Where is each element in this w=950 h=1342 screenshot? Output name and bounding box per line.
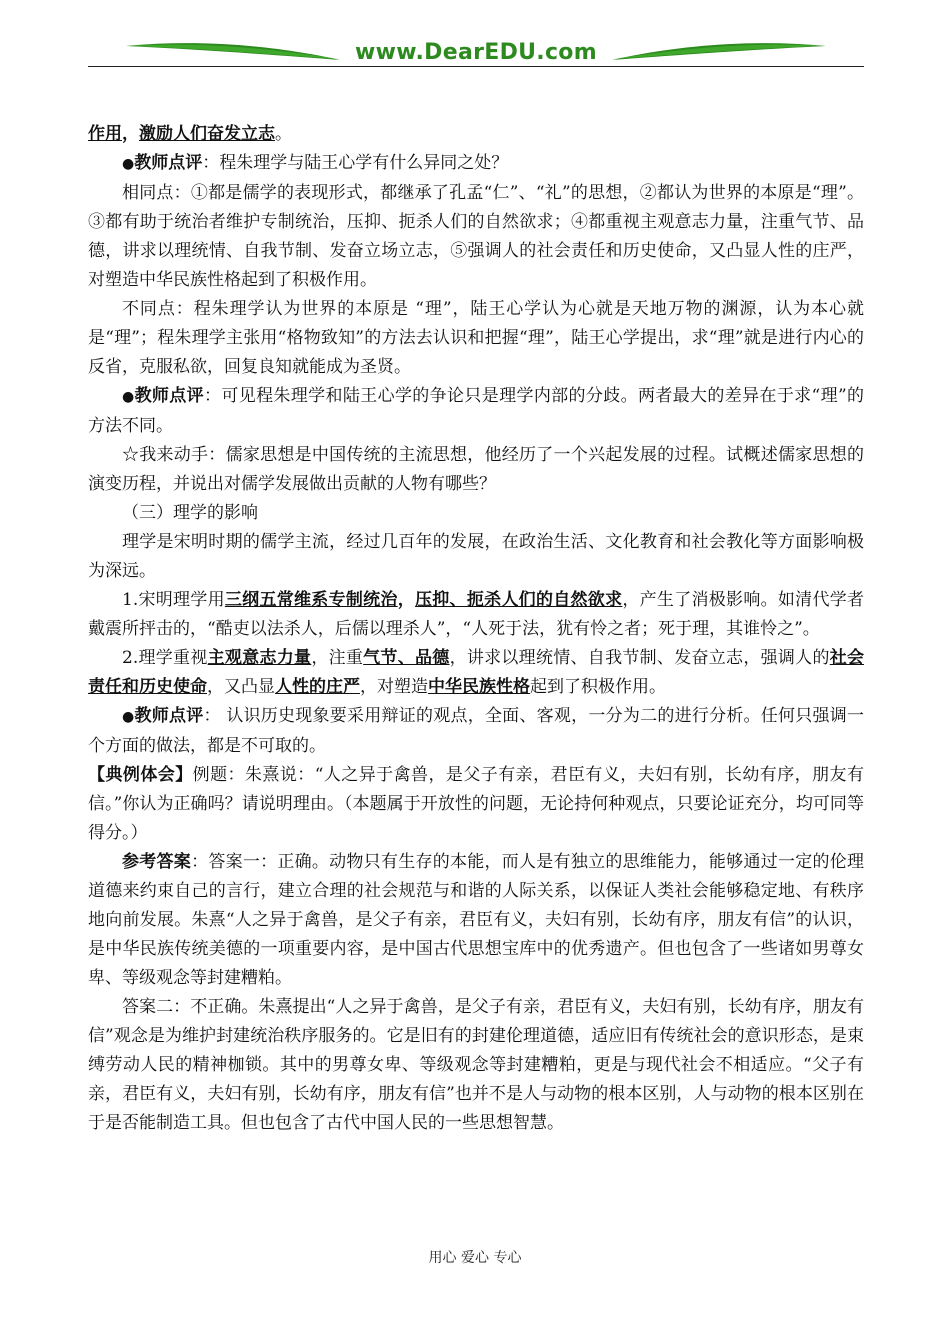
influence-point-1 xyxy=(88,586,864,644)
comment-text: ： 认识历史现象要采用辩证的观点，全面、客观，一分为二的进行分析。任何只强调一个方面的做法，都是不可取的。 xyxy=(88,706,865,756)
text-run: ，注重 xyxy=(311,648,364,668)
comment-text: ：程朱理学与陆王心学有什么异同之处？ xyxy=(202,153,509,173)
paragraph-end: 。 xyxy=(275,124,292,144)
influence-point-2 xyxy=(88,644,864,702)
underlined-term: 中华民族性格 xyxy=(428,677,530,697)
example-tag: 【典例体会】 xyxy=(88,765,193,785)
underlined-term: 三纲五常维系专制统治 xyxy=(224,590,398,610)
text-run: ，又凸显 xyxy=(207,677,275,697)
underlined-term: 主观意志力量 xyxy=(207,648,312,668)
section-heading: （三）理学的影响 xyxy=(122,503,258,523)
influence-intro: 理学是宋明时期的儒学主流，经过几百年的发展，在政治生活、文化教育和社会教化等方面影响极为深远。 xyxy=(88,532,864,581)
site-brand: www.DearEDU.com xyxy=(355,40,597,65)
header-divider xyxy=(88,66,864,67)
text-run: 1.宋明理学用 xyxy=(122,590,225,610)
separator: ， xyxy=(122,124,139,144)
text-run: 2.理学重视 xyxy=(122,648,208,668)
differences-paragraph: 不同点：程朱理学认为世界的本原是 “理”，陆王心学认为心就是天地万物的渊源，认为本心就是“理”；程朱理学主张用“格物致知”的方法去认识和把握“理”，陆王心学提出，求“理”就是进行内心的反省，克服私欲，回复良知就能成为圣贤。 xyxy=(88,299,864,377)
underlined-term: 人性的庄严 xyxy=(275,677,360,697)
underlined-term: 作用 xyxy=(88,124,122,144)
page-footer: 用心 爱心 专心 xyxy=(428,1250,522,1266)
answer-one xyxy=(88,848,864,993)
underlined-term: 社会责任和历史使命 xyxy=(88,648,865,697)
separator: ， xyxy=(397,590,415,610)
underlined-term: 激励人们奋发立志 xyxy=(139,124,275,144)
example-question xyxy=(88,761,864,848)
comment-label: 教师点评 xyxy=(134,153,203,173)
underlined-term: 压抑、扼杀人们的自然欲求 xyxy=(415,590,623,610)
text-run: ，讲求以理统情、自我节制、发奋立志，强调人的 xyxy=(449,648,830,668)
similarities-paragraph: 相同点：①都是儒学的表现形式，都继承了孔孟“仁”、“礼”的思想，②都认为世界的本原是“理”。③都有助于统治者维护专制统治，压抑、扼杀人们的自然欲求；④都重视主观意志力量，注重气节、品德，讲求以理统情、自我节制、发奋立场立志，⑤强调人的社会责任和历史使命，又凸显人性的庄严，对塑造中华民族性格起到了积极作用。 xyxy=(88,183,864,290)
text-run: 起到了积极作用。 xyxy=(530,677,666,697)
example-text: 例题：朱熹说：“人之异于禽兽，是父子有亲，君臣有义，夫妇有别，长幼有序，朋友有信。”你认为正确吗？请说明理由。（本题属于开放性的问题，无论持何种观点，只要论证充分，均可同等得分。） xyxy=(88,765,864,843)
exercise-paragraph: ☆我来动手：儒家思想是中国传统的主流思想，他经历了一个兴起发展的过程。试概述儒家思想的演变历程，并说出对儒学发展做出贡献的人物有哪些？ xyxy=(88,445,864,494)
answer-label: 参考答案 xyxy=(122,852,192,872)
teacher-comment-2 xyxy=(88,382,864,441)
bullet-icon: ● xyxy=(122,156,135,172)
teacher-comment-1 xyxy=(88,149,864,179)
main-content xyxy=(88,120,864,1138)
comment-label: 教师点评 xyxy=(134,706,204,726)
underlined-term: 气节、品德 xyxy=(363,648,450,668)
text-run: ，产生了消极影响。如清代学者戴震所抨击的，“酷吏以法杀人，后儒以理杀人”，“人死于法，犹有怜之者；死于理，其谁怜之”。 xyxy=(88,590,865,639)
paragraph-1 xyxy=(88,120,864,149)
answer-text: ：答案一：正确。动物只有生存的本能，而人是有独立的思维能力，能够通过一定的伦理道德来约束自己的言行，建立合理的社会规范与和谐的人际关系，以保证人类社会能够稳定地、有秩序地向前发展。朱熹“人之异于禽兽，是父子有亲，君臣有义，夫妇有别，长幼有序，朋友有信”的认识，是中华民族传统美德的一项重要内容，是中国古代思想宝库中的优秀遗产。但也包含了一些诸如男尊女卑、等级观念等封建糟粕。 xyxy=(88,852,865,988)
answer-two: 答案二：不正确。朱熹提出“人之异于禽兽，是父子有亲，君臣有义，夫妇有别，长幼有序，朋友有信”观念是为维护封建统治秩序服务的。它是旧有的封建伦理道德，适应旧有传统社会的意识形态，是束缚劳动人民的精神枷锁。其中的男尊女卑、等级观念等封建糟粕，更是与现代社会不相适应。“父子有亲，君臣有义，夫妇有别，长幼有序，朋友有信”也并不是人与动物的根本区别，人与动物的根本区别在于是否能制造工具。但也包含了古代中国人民的一些思想智慧。 xyxy=(88,997,864,1133)
teacher-comment-3 xyxy=(88,702,864,761)
text-run: ，对塑造 xyxy=(360,677,428,697)
bullet-icon: ● xyxy=(122,709,135,725)
comment-label: 教师点评 xyxy=(134,386,205,406)
bullet-icon: ● xyxy=(122,389,135,405)
comment-text: ：可见程朱理学和陆王心学的争论只是理学内部的分歧。两者最大的差异在于求“理”的方法不同。 xyxy=(88,386,864,436)
page-header xyxy=(88,30,864,70)
